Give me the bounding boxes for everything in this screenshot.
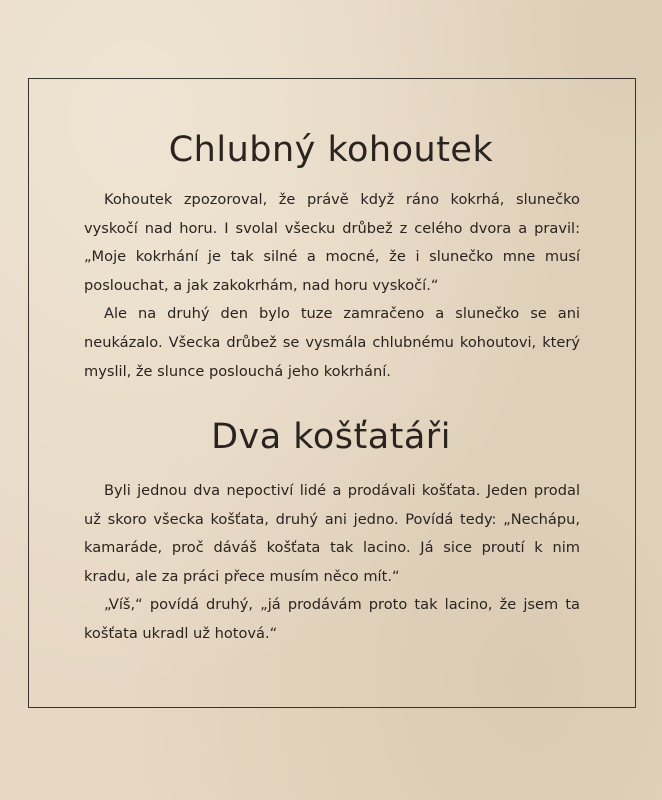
paragraph: Ale na druhý den bylo tuze zamračeno a slunečko se ani neukázalo. Všecka drůbež se vysmála chlubnému kohoutovi, který myslil, že slunce poslouchá jeho kokrhání. — [84, 305, 580, 380]
story-title: Chlubný kohoutek — [168, 130, 494, 170]
story-title: Dva košťatáři — [211, 417, 451, 457]
story-text — [84, 477, 580, 649]
paragraph: „Víš,“ povídá druhý, „já prodávám proto tak lacino, že jsem ta košťata ukradl už hotová.“ — [84, 596, 580, 642]
paragraph: Kohoutek zpozoroval, že právě když ráno kokrhá, slunečko vyskočí nad horu. I svolal všecku drůbež z celého dvora a pravil: „Moje kokrhání je tak silné a mocné, že i slunečko mne musí poslouchat, a jak zakokrhám, nad horu vyskočí.“ — [84, 191, 580, 294]
story-text — [84, 186, 580, 386]
paragraph: Byli jednou dva nepoctiví lidé a prodávali košťata. Jeden prodal už skoro všecka košťata, druhý ani jedno. Povídá tedy: „Nechápu, kamaráde, proč dáváš košťata tak lacino. Já sice proutí k nim kradu, ale za práci přece musím něco mít.“ — [84, 482, 580, 585]
